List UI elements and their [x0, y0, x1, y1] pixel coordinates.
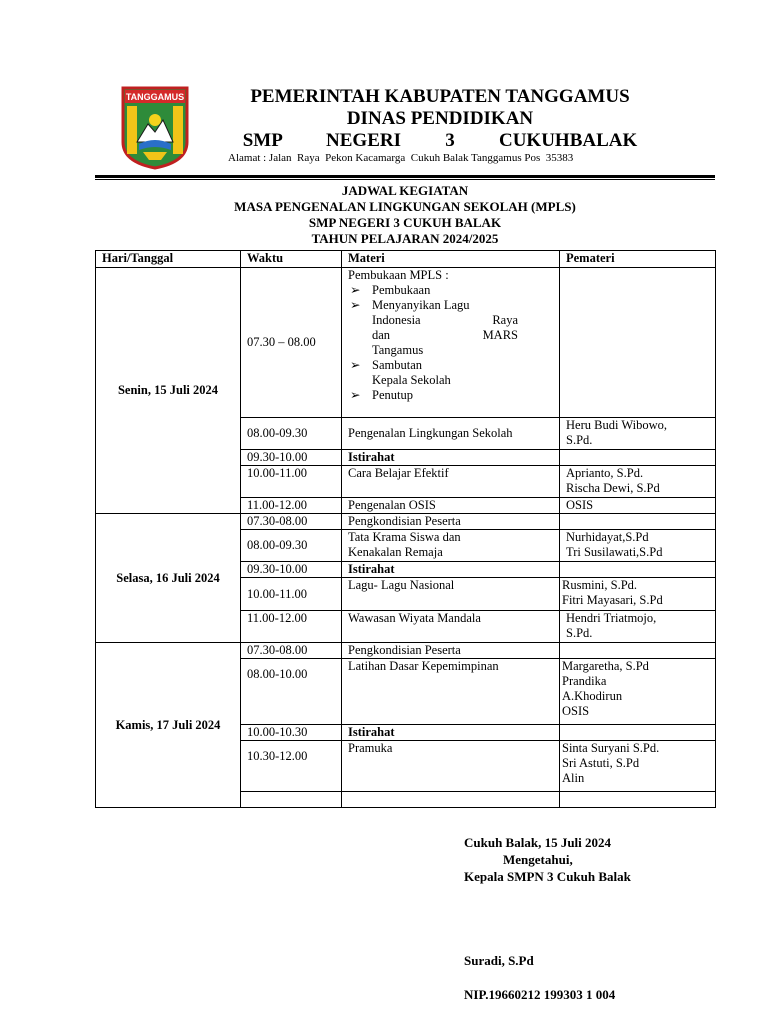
school-title-text: SMP NEGERI 3 CUKUHBALAK: [242, 130, 638, 151]
signature-position: Kepala SMPN 3 Cukuh Balak: [464, 869, 631, 884]
time-cell: 07.30-08.00: [241, 514, 342, 530]
material-cell: Lagu- Lagu Nasional: [342, 578, 560, 611]
time-cell: 07.30-08.00: [241, 643, 342, 659]
material-cell: Istirahat: [342, 450, 560, 466]
speaker-cell: Margaretha, S.Pd Prandika A.Khodirun OSIS: [560, 659, 716, 725]
header-day: Hari/Tanggal: [96, 251, 241, 268]
government-title: PEMERINTAH KABUPATEN TANGGAMUS: [250, 86, 630, 107]
letterhead-rule-thick: [95, 175, 715, 178]
speaker-cell: [560, 725, 716, 741]
schedule-title: JADWAL KEGIATAN: [341, 183, 469, 198]
schedule-subtitle: MASA PENGENALAN LINGKUNGAN SEKOLAH (MPLS): [234, 199, 576, 214]
signature-place-date: Cukuh Balak, 15 Juli 2024: [464, 835, 612, 850]
speaker-cell: [560, 562, 716, 578]
arrow-bullet-icon: ➢: [350, 298, 361, 312]
time-cell: 10.00-11.00: [241, 466, 342, 498]
signature-name: Suradi, S.Pd: [464, 953, 534, 968]
signature-acknowledgment: Mengetahui,: [503, 852, 573, 867]
time-cell: 11.00-12.00: [241, 498, 342, 514]
table-row: [96, 268, 716, 418]
time-cell: 07.30 – 08.00: [241, 268, 342, 418]
schedule-table: [95, 250, 716, 808]
material-cell: Cara Belajar Efektif: [342, 466, 560, 498]
time-cell: 09.30-10.00: [241, 450, 342, 466]
material-cell: Istirahat: [342, 562, 560, 578]
table-row: [96, 643, 716, 659]
speaker-cell: [560, 514, 716, 530]
time-cell: [241, 792, 342, 808]
speaker-cell: Hendri Triatmojo, S.Pd.: [560, 611, 716, 643]
table-row: [96, 514, 716, 530]
speaker-cell: [560, 643, 716, 659]
signature-nip: NIP.19660212 199303 1 004: [464, 987, 616, 1002]
opening-title: Pembukaan MPLS :: [348, 268, 449, 282]
opening-agenda-list: [348, 283, 553, 403]
list-item: ➢ Penutup: [350, 388, 413, 402]
speaker-cell: Aprianto, S.Pd. Rischa Dewi, S.Pd: [560, 466, 716, 498]
speaker-cell: [560, 792, 716, 808]
time-cell: 10.00-11.00: [241, 578, 342, 611]
speaker-cell: [560, 450, 716, 466]
time-cell: 09.30-10.00: [241, 562, 342, 578]
material-cell: Latihan Dasar Kepemimpinan: [342, 659, 560, 725]
header-speaker: Pemateri: [560, 251, 716, 268]
list-item: ➢ Menyanyikan Lagu Indonesia Raya dan MARS Tangamus: [350, 298, 518, 357]
time-cell: 08.00-10.00: [241, 659, 342, 725]
material-cell: [342, 268, 560, 418]
tanggamus-emblem-logo: [121, 86, 189, 170]
schedule-year: TAHUN PELAJARAN 2024/2025: [311, 231, 499, 246]
day-cell: Selasa, 16 Juli 2024: [96, 514, 241, 643]
logo-text: TANGGAMUS: [125, 92, 185, 102]
time-cell: 10.00-10.30: [241, 725, 342, 741]
day-cell: Kamis, 17 Juli 2024: [96, 643, 241, 808]
department-title: DINAS PENDIDIKAN: [346, 108, 534, 129]
school-title: [190, 130, 690, 152]
header-material: Materi: [342, 251, 560, 268]
material-cell: Tata Krama Siswa dan Kenakalan Remaja: [342, 530, 560, 562]
arrow-bullet-icon: ➢: [350, 358, 361, 372]
speaker-cell: [560, 268, 716, 418]
speaker-cell: Nurhidayat,S.Pd Tri Susilawati,S.Pd: [560, 530, 716, 562]
speaker-cell: Sinta Suryani S.Pd. Sri Astuti, S.Pd Alin: [560, 741, 716, 792]
speaker-cell: Heru Budi Wibowo, S.Pd.: [560, 418, 716, 450]
material-cell: Pengkondisian Peserta: [342, 643, 560, 659]
time-cell: 11.00-12.00: [241, 611, 342, 643]
day-cell: Senin, 15 Juli 2024: [96, 268, 241, 514]
header-time: Waktu: [241, 251, 342, 268]
time-cell: 10.30-12.00: [241, 741, 342, 792]
speaker-cell: OSIS: [560, 498, 716, 514]
material-cell: Pramuka: [342, 741, 560, 792]
material-cell: Pengenalan Lingkungan Sekolah: [342, 418, 560, 450]
list-item: ➢ Pembukaan: [350, 283, 431, 297]
speaker-cell: Rusmini, S.Pd. Fitri Mayasari, S.Pd: [560, 578, 716, 611]
school-address: Alamat : Jalan Raya Pekon Kacamarga Cukuh Balak Tanggamus Pos 35383: [228, 152, 574, 164]
time-cell: 08.00-09.30: [241, 530, 342, 562]
material-cell: Pengkondisian Peserta: [342, 514, 560, 530]
material-cell: Pengenalan OSIS: [342, 498, 560, 514]
material-cell: [342, 792, 560, 808]
arrow-bullet-icon: ➢: [350, 283, 361, 297]
arrow-bullet-icon: ➢: [350, 388, 361, 402]
material-cell: Istirahat: [342, 725, 560, 741]
table-header-row: [96, 251, 716, 268]
letterhead-rule-thin: [95, 179, 715, 180]
list-item: ➢ Sambutan Kepala Sekolah: [350, 358, 451, 387]
time-cell: 08.00-09.30: [241, 418, 342, 450]
material-cell: Wawasan Wiyata Mandala: [342, 611, 560, 643]
schedule-school: SMP NEGERI 3 CUKUH BALAK: [308, 215, 502, 230]
